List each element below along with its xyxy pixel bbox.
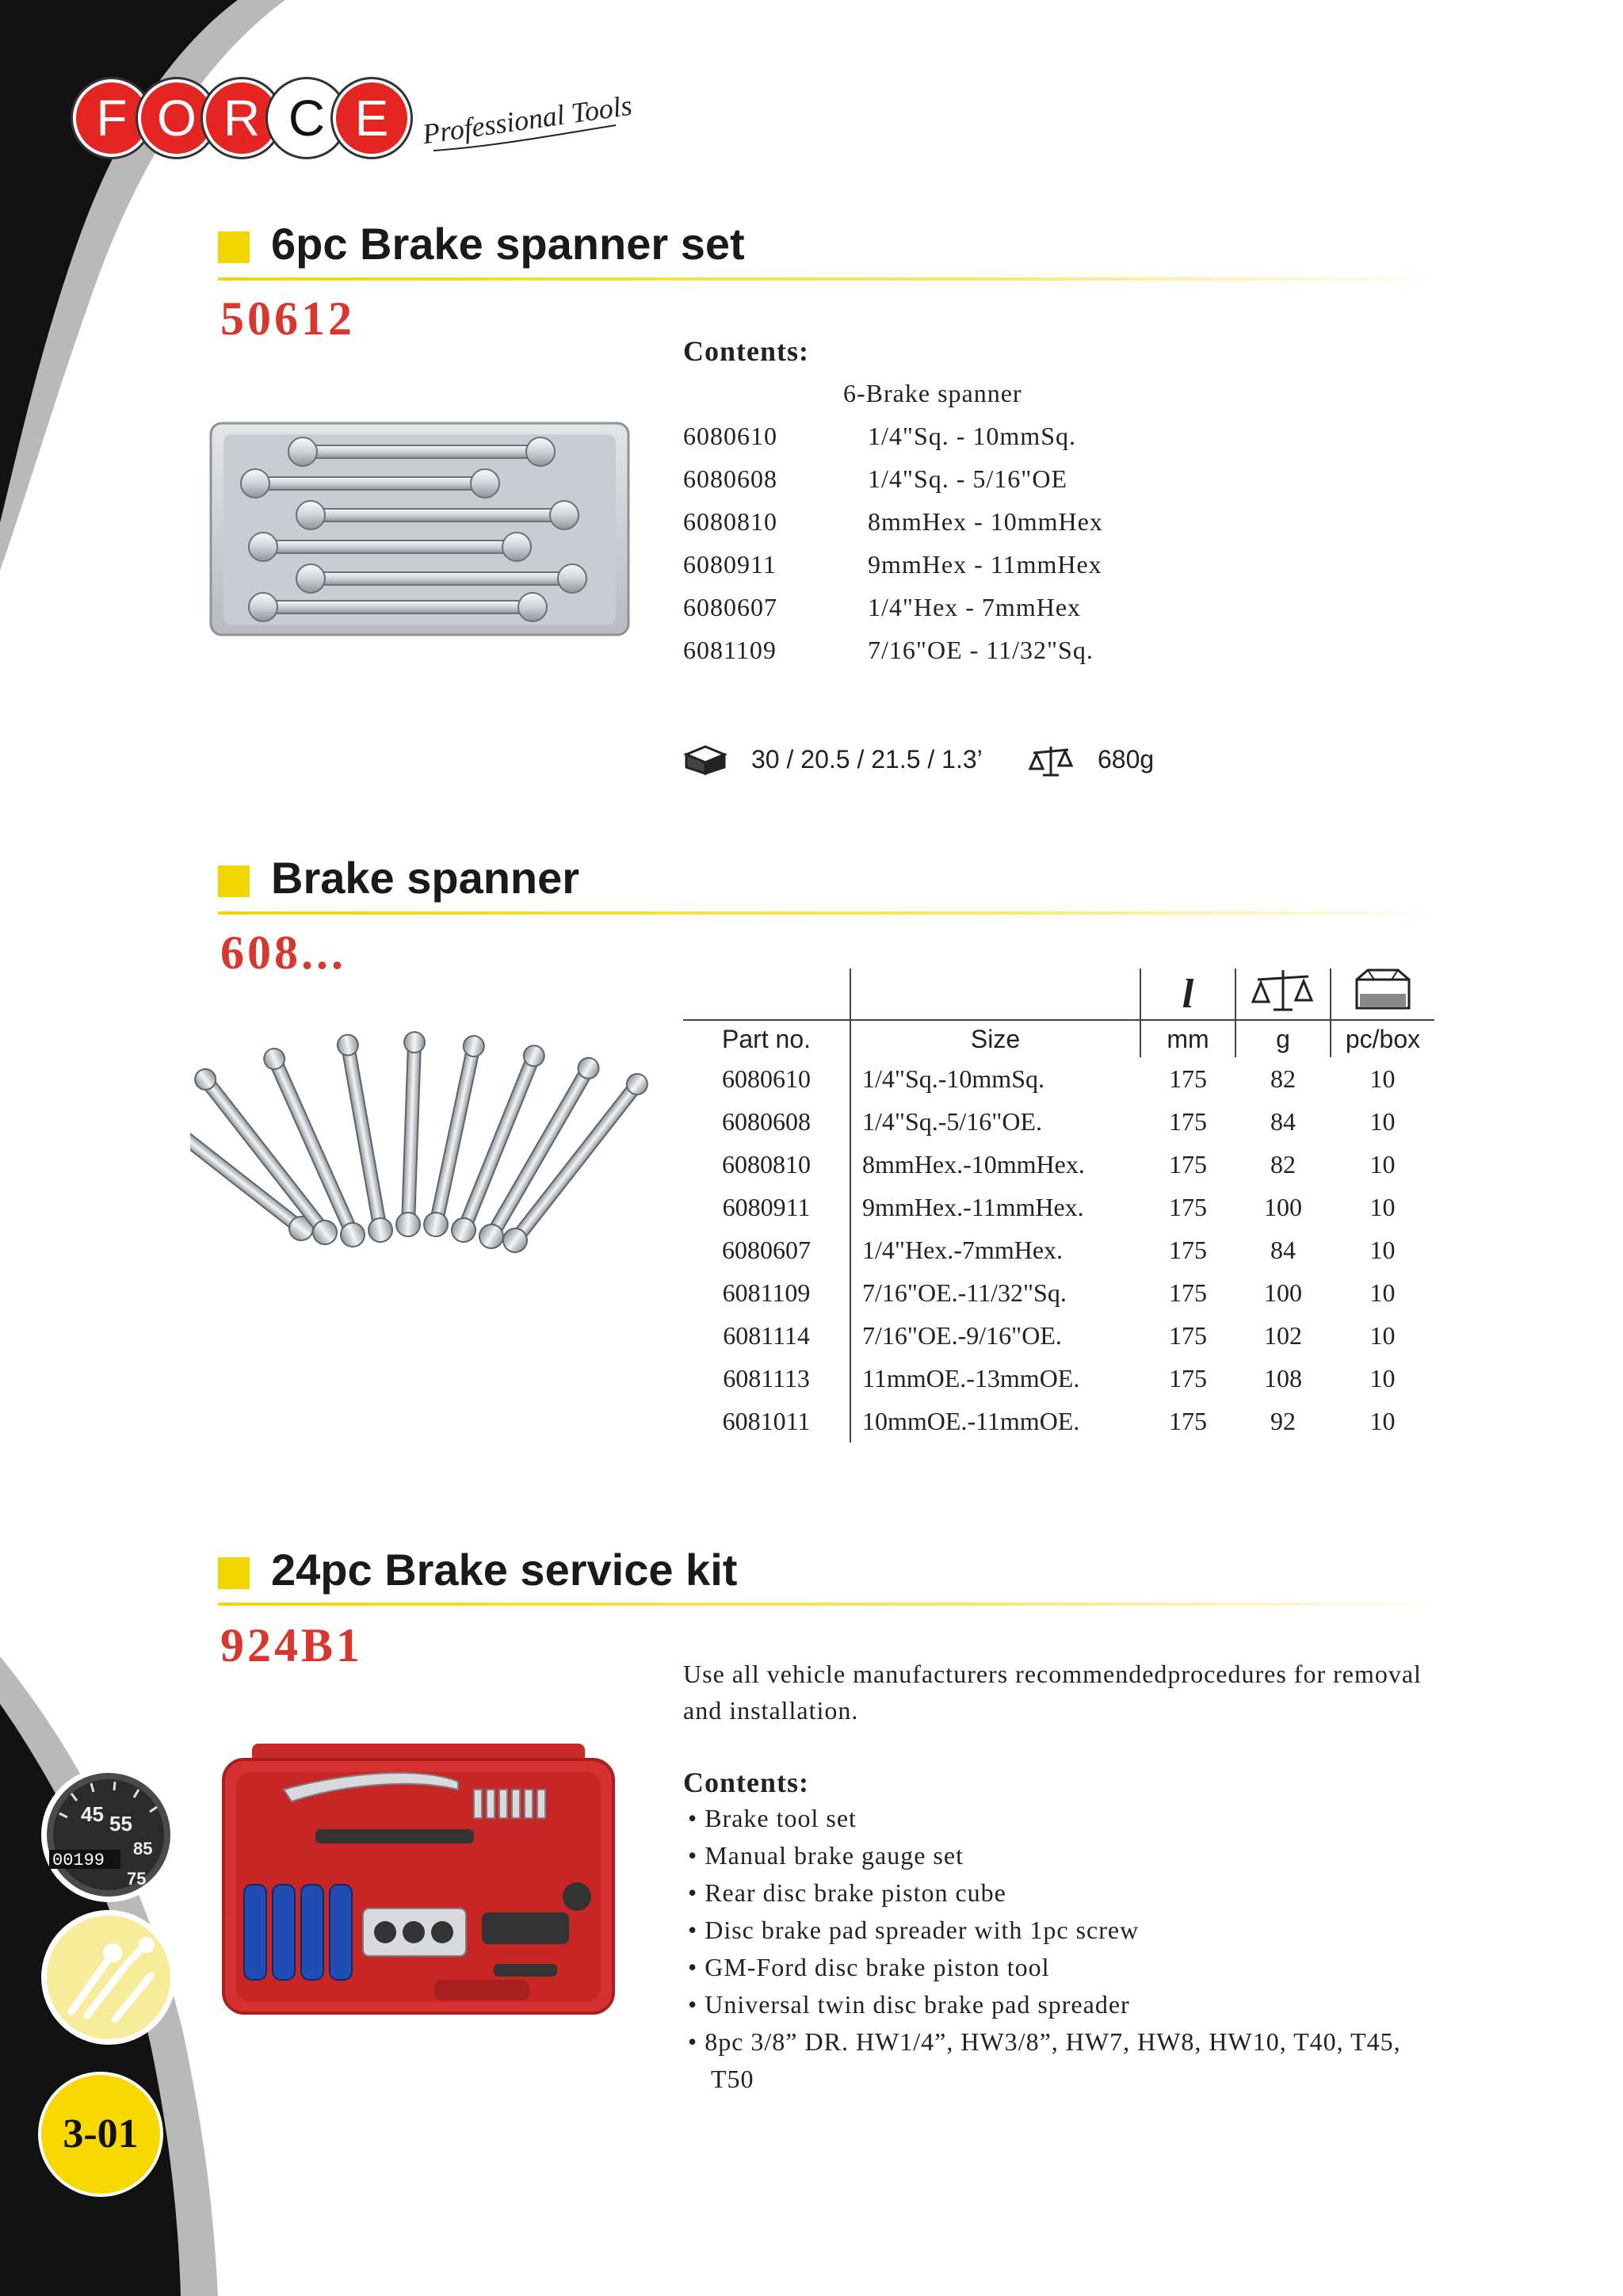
list-item: • Brake tool set xyxy=(688,1804,857,1832)
table-row: 6080608 1/4"Sq.-5/16"OE. 175 84 10 xyxy=(683,1100,1434,1143)
product-code: 608... xyxy=(220,926,346,979)
table-row: 6081109 7/16"OE.-11/32"Sq. 175 100 10 xyxy=(683,1271,1434,1314)
section-title: 6pc Brake spanner set xyxy=(271,219,745,269)
logo-swoosh xyxy=(430,119,620,159)
gauge-number: 55 xyxy=(109,1812,132,1836)
logo-tagline: Professional Tools xyxy=(420,89,634,151)
kit-intro-line1: Use all vehicle manufacturers recommendedprocedures for removal xyxy=(683,1660,1422,1688)
list-item: • Disc brake pad spreader with 1pc screw xyxy=(688,1916,1140,1944)
list-item: • Manual brake gauge set xyxy=(688,1841,964,1870)
spanner-fan-image xyxy=(190,1022,658,1260)
speedometer-icon xyxy=(40,1766,178,1904)
page-number-badge xyxy=(41,2075,160,2194)
item-desc: 1/4"Sq. - 5/16"OE xyxy=(868,464,1068,493)
item-part: 6080608 xyxy=(683,464,777,493)
scale-icon xyxy=(1029,743,1073,778)
bullet-dot: • xyxy=(688,1878,705,1907)
tools-badge-icon xyxy=(40,1908,178,2047)
bullet-dot: • xyxy=(688,1804,705,1832)
section-title: Brake spanner xyxy=(271,853,580,903)
length-icon: l xyxy=(1182,971,1194,1017)
contents-label: Contents: xyxy=(683,335,809,367)
bullet-dot: • xyxy=(688,1841,705,1870)
section-underline xyxy=(218,1603,1454,1606)
contents-intro: 6-Brake spanner xyxy=(843,379,1022,407)
list-item: • GM-Ford disc brake piston tool xyxy=(688,1953,1050,1981)
item-part: 6080911 xyxy=(683,550,777,579)
item-part: 6080607 xyxy=(683,593,777,621)
section-underline xyxy=(218,277,1454,281)
table-header-row xyxy=(683,1020,1434,1057)
column-header: Part no. xyxy=(683,1020,850,1057)
table-row: 6081114 7/16"OE.-9/16"OE. 175 102 10 xyxy=(683,1314,1434,1357)
table-row: 6080610 1/4"Sq.-10mmSq. 175 82 10 xyxy=(683,1057,1434,1100)
table-row: 6081113 11mmOE.-13mmOE. 175 108 10 xyxy=(683,1357,1434,1400)
logo-letter: C xyxy=(268,79,346,157)
gauge-number: 45 xyxy=(81,1802,104,1826)
column-header: g xyxy=(1235,1020,1331,1057)
list-item: • Universal twin disc brake pad spreader xyxy=(688,1990,1130,2019)
logo-letter: O xyxy=(138,79,216,157)
section-marker xyxy=(218,231,250,263)
table-icon-row xyxy=(683,968,1434,1020)
item-part: 6080810 xyxy=(683,507,777,536)
contents-label: Contents: xyxy=(683,1767,809,1798)
item-desc: 9mmHex - 11mmHex xyxy=(868,550,1102,579)
table-row: 6080607 1/4"Hex.-7mmHex. 175 84 10 xyxy=(683,1228,1434,1271)
item-desc: 7/16"OE - 11/32"Sq. xyxy=(868,636,1094,664)
product-code: 50612 xyxy=(220,292,355,345)
brand-logo xyxy=(73,79,634,159)
gauge-number: 85 xyxy=(133,1839,153,1859)
package-dimensions: 30 / 20.5 / 21.5 / 1.3’ xyxy=(751,745,983,774)
logo-letter: R xyxy=(203,79,281,157)
column-header: mm xyxy=(1140,1020,1235,1057)
spec-table xyxy=(683,968,1434,1442)
list-item: • Rear disc brake piston cube xyxy=(688,1878,1006,1907)
page-number: 3-01 xyxy=(63,2111,139,2157)
package-weight: 680g xyxy=(1098,745,1155,774)
column-header: pc/box xyxy=(1331,1020,1434,1057)
table-row: 6081011 10mmOE.-11mmOE. 175 92 10 xyxy=(683,1400,1434,1442)
item-desc: 1/4"Sq. - 10mmSq. xyxy=(868,422,1076,450)
item-part: 6080610 xyxy=(683,422,777,450)
box-icon xyxy=(1350,968,1415,1013)
scale-icon xyxy=(1251,968,1315,1013)
bullet-dot: • xyxy=(688,1916,705,1944)
product-code: 924B1 xyxy=(220,1619,364,1671)
column-header: Size xyxy=(850,1020,1140,1057)
kit-intro-line2: and installation. xyxy=(683,1696,859,1725)
table-row: 6080911 9mmHex.-11mmHex. 175 100 10 xyxy=(683,1186,1434,1228)
section-marker xyxy=(218,865,250,897)
bullet-dot: • xyxy=(688,1953,705,1981)
item-desc: 8mmHex - 10mmHex xyxy=(868,507,1103,536)
list-item-continuation: T50 xyxy=(711,2065,754,2093)
gauge-number: 75 xyxy=(127,1869,147,1889)
logo-letter: F xyxy=(73,79,151,157)
list-item: • 8pc 3/8” DR. HW1/4”, HW3/8”, HW7, HW8, HW10, T40, T45, xyxy=(688,2027,1401,2056)
section-title: 24pc Brake service kit xyxy=(271,1545,738,1595)
spanner-set-tray-image xyxy=(208,420,632,638)
item-desc: 1/4"Hex - 7mmHex xyxy=(868,593,1082,621)
item-part: 6081109 xyxy=(683,636,777,664)
logo-letter: E xyxy=(333,79,411,157)
table-row: 6080810 8mmHex.-10mmHex. 175 82 10 xyxy=(683,1143,1434,1186)
gauge-odometer: 00199 xyxy=(52,1851,105,1870)
bullet-dot: • xyxy=(688,1990,705,2019)
box-icon xyxy=(683,743,727,775)
bullet-dot: • xyxy=(688,2027,705,2056)
brake-kit-case-image xyxy=(220,1742,617,2015)
section-underline xyxy=(218,911,1454,915)
section-marker xyxy=(218,1557,250,1589)
